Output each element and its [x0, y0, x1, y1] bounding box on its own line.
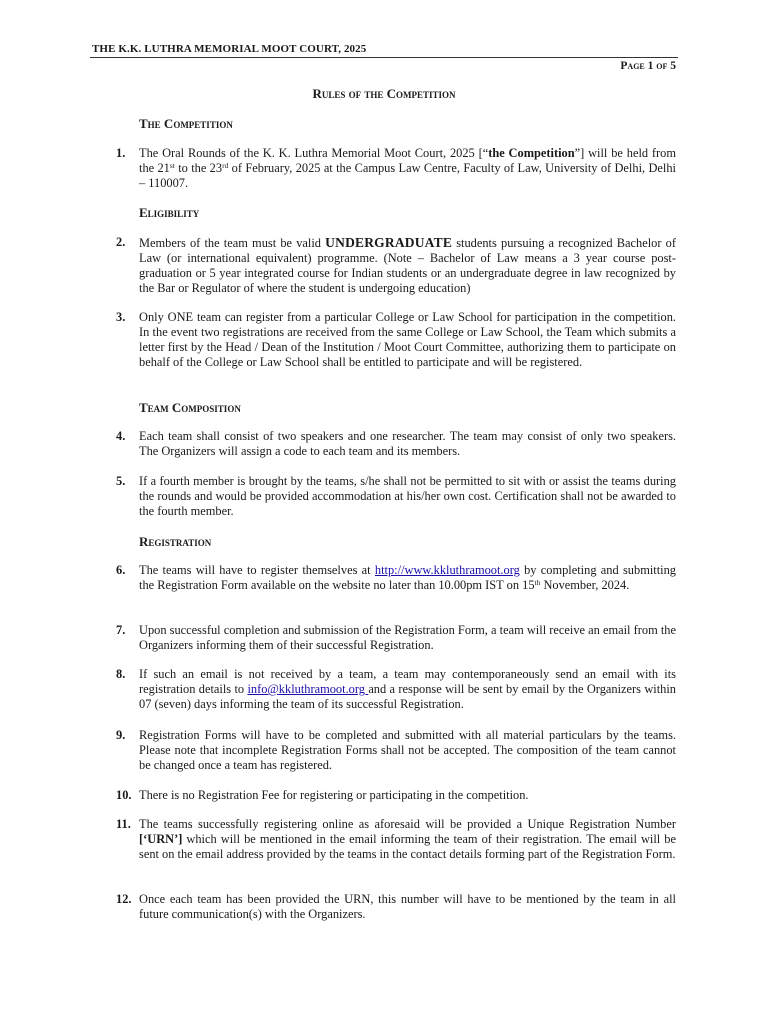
rule-number: 2. [116, 235, 126, 249]
rule-text: If a fourth member is brought by the teams, s/he shall not be permitted to sit with or assist the teams during the rounds and would be provided accommodation at his/her own cost. Certification shall not be awarded to the fourth member. [139, 474, 676, 518]
rule-number: 9. [116, 728, 126, 742]
rule-text: Registration Forms will have to be completed and submitted with all material particulars by the teams. Please note that incomplete Registration Forms shall not be accepted. The composition of the team cannot be changed once a team has registered. [139, 728, 676, 772]
rule-12 [116, 892, 676, 922]
rule-number: 11. [116, 817, 131, 831]
rule-text: The teams will have to register themselves at http://www.kkluthramoot.org by completing and submitting the Registration Form available on the website no later than 10.00pm IST on 15th November, 2024. [139, 563, 676, 592]
running-header: THE K.K. LUTHRA MEMORIAL MOOT COURT, 2025 [92, 43, 367, 55]
website-link[interactable]: http://www.kkluthramoot.org [374, 563, 520, 577]
rule-number: 6. [116, 563, 126, 577]
rule-text: Each team shall consist of two speakers and one researcher. The team may consist of only two speakers. The Organizers will assign a code to each team and its members. [139, 429, 676, 458]
rule-text: Upon successful completion and submission of the Registration Form, a team will receive an email from the Organizers informing them of their successful Registration. [139, 623, 676, 652]
rule-1 [116, 146, 676, 191]
section-heading-competition: The Competition [139, 116, 233, 131]
rule-7 [116, 623, 676, 653]
rule-text: Only ONE team can register from a particular College or Law School for participation in the competition. In the event two registrations are received from the same College or Law School, the Team which submits a letter first by the Head / Dean of the Institution / Moot Court Committee, authorizing them to participate on behalf of the College or Law School shall be entitled to participate and will be registered. [139, 310, 676, 369]
document-title: Rules of the Competition [312, 86, 456, 101]
rule-number: 3. [116, 310, 126, 324]
rule-6 [116, 563, 676, 593]
rule-4 [116, 429, 676, 459]
rule-5 [116, 474, 676, 519]
email-link[interactable]: info@kkluthramoot.org [247, 682, 369, 696]
rule-3 [116, 310, 676, 370]
rule-10 [116, 788, 676, 803]
section-heading-team-composition: Team Composition [139, 400, 241, 415]
rule-text: Once each team has been provided the URN, this number will have to be mentioned by the team in all future communication(s) with the Organizers. [139, 892, 676, 921]
rule-number: 7. [116, 623, 126, 637]
rule-number: 12. [116, 892, 132, 906]
rule-text: The teams successfully registering online as aforesaid will be provided a Unique Registration Number [‘URN’] which will be mentioned in the email informing the team of their registration. The email will be sent on the email address provided by the teams in the contact details forming part of the Registration Form. [139, 817, 676, 861]
rule-2 [116, 235, 676, 296]
rule-text: The Oral Rounds of the K. K. Luthra Memorial Moot Court, 2025 [“the Competition”] will be held from the 21st to the 23rd of February, 2025 at the Campus Law Centre, Faculty of Law, University of Delhi, Delhi – 110007. [139, 146, 676, 190]
rule-text: There is no Registration Fee for registering or participating in the competition. [139, 788, 529, 802]
page-number: Page 1 of 5 [620, 60, 676, 72]
rule-text: Members of the team must be valid UNDERGRADUATE students pursuing a recognized Bachelor of Law (or international equivalent) programme. (Note – Bachelor of Law means a 3 year course post-graduation or 5 year integrated course for Indian students or an undergraduate degree in law recognized by the Bar or Regulator of where the student is undergoing education) [139, 235, 676, 295]
section-heading-eligibility: Eligibility [139, 205, 200, 220]
rule-number: 5. [116, 474, 126, 488]
rule-number: 8. [116, 667, 126, 681]
rule-number: 4. [116, 429, 126, 443]
rule-11 [116, 817, 676, 862]
section-heading-registration: Registration [139, 534, 212, 549]
rule-8 [116, 667, 676, 712]
rule-text: If such an email is not received by a team, a team may contemporaneously send an email with its registration details to info@kkluthramoot.org and a response will be sent by email by the Organizers within 07 (seven) days informing the team of its successful Registration. [139, 667, 676, 711]
rule-9 [116, 728, 676, 773]
rule-number: 10. [116, 788, 132, 802]
rule-number: 1. [116, 146, 126, 160]
header-divider [90, 57, 678, 58]
